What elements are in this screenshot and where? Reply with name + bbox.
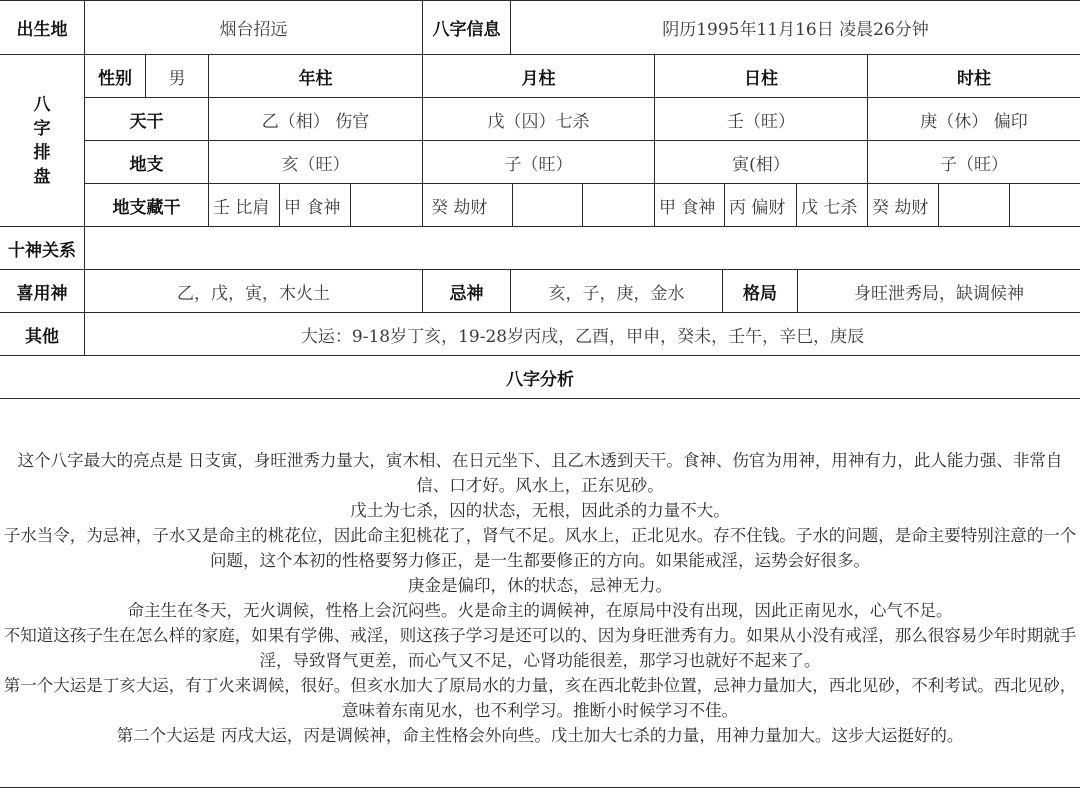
tiangan-year: 乙（相） 伤官: [261, 111, 370, 132]
pillar-month-header: 月柱: [521, 68, 556, 89]
xiyongshen-label: 喜用神: [16, 283, 68, 304]
geju-value: 身旺泄秀局，缺调候神: [854, 283, 1024, 304]
bazi-chart-side-label: [0, 55, 84, 226]
tiangan-day: 壬（旺）: [727, 111, 795, 132]
analysis-paragraph: 命主生在冬天，无火调候，性格上会沉闷些。火是命主的调候神，在原局中没有出现，因此正南见水，心气不足。: [127, 601, 953, 620]
dizhi-year: 亥（旺）: [281, 154, 350, 175]
canggan-month-2: [513, 184, 582, 226]
birthplace-label: 出生地: [16, 19, 68, 40]
side-char: 字: [33, 118, 51, 139]
analysis-paragraph: 这个八字最大的亮点是 日支寅，身旺泄秀力量大，寅木相、在日元坐下、且乙木透到天干。食神、伤官为用神，用神有力，此人能力强、非常自信、口才好。风水上，正东见砂。: [17, 451, 1063, 495]
canggan-hour-3: [1010, 184, 1080, 226]
canggan-month-1: 癸 劫财: [431, 197, 488, 218]
dizhi-label: 地支: [129, 154, 164, 175]
row-border: [0, 398, 1080, 399]
canggan-label: 地支藏干: [112, 197, 181, 218]
analysis-paragraph: 庚金是偏印，休的状态，忌神无力。: [408, 576, 672, 595]
side-char: 盘: [33, 166, 51, 187]
analysis-body: [0, 448, 1080, 748]
analysis-paragraph: 不知道这孩子生在怎么样的家庭，如果有学佛、戒淫，则这孩子学习是还可以的、因为身旺泄秀有力。如果从小没有戒淫，那么很容易少年时期就手淫，导致肾气更差，而心气又不足，心肾功能很差，那学习也就好不起来了。: [3, 626, 1077, 670]
canggan-month-3: [583, 184, 654, 226]
canggan-year-1: 壬 比肩: [213, 197, 270, 218]
geju-label: 格局: [743, 283, 777, 304]
gender-value: 男: [168, 68, 186, 89]
other-label: 其他: [25, 326, 59, 347]
analysis-paragraph: 子水当令，为忌神，子水又是命主的桃花位，因此命主犯桃花了，肾气不足。风水上，正北见水。存不住钱。子水的问题，是命主要特别注意的一个问题，这个本初的性格要努力修正，是一生都要修正的方向。如果能戒淫，运势会好很多。: [3, 526, 1077, 570]
canggan-hour-1: 癸 劫财: [872, 197, 929, 218]
row-border: [0, 226, 1080, 227]
jishen-value: 亥，子，庚，金水: [548, 283, 685, 304]
gender-label: 性别: [98, 68, 132, 89]
canggan-hour-2: [939, 184, 1009, 226]
dizhi-day: 寅(相）: [732, 154, 790, 175]
jishen-label: 忌神: [449, 283, 484, 304]
canggan-day-2: 丙 偏财: [729, 197, 786, 218]
pillar-hour-header: 时柱: [957, 68, 991, 89]
other-value: 大运：9-18岁丁亥，19-28岁丙戌，乙酉，甲申，癸未，壬午，辛巳，庚辰: [300, 326, 865, 347]
canggan-year-2: 甲 食神: [284, 197, 341, 218]
analysis-paragraph: 第二个大运是 丙戌大运，丙是调候神，命主性格会外向些。戊土加大七杀的力量，用神力量加大。这步大运挺好的。: [116, 726, 964, 745]
birthplace-value: 烟台招远: [219, 19, 288, 40]
bazi-info-value: 阴历1995年11月16日 凌晨26分钟: [662, 19, 929, 40]
tiangan-label: 天干: [129, 111, 164, 132]
analysis-paragraph: 第一个大运是丁亥大运，有丁火来调候，很好。但亥水加大了原局水的力量，亥在西北乾卦位置，忌神力量加大，西北见砂，不利考试。西北见砂，意味着东南见水，也不利学习。推断小时候学习不佳。: [3, 676, 1077, 720]
pillar-day-header: 日柱: [744, 68, 778, 89]
analysis-paragraph: 戊土为七杀，囚的状态，无根，因此杀的力量不大。: [350, 501, 730, 520]
row-border: [0, 787, 1080, 788]
xiyongshen-value: 乙，戊，寅，木火土: [177, 283, 330, 304]
pillar-year-header: 年柱: [298, 68, 333, 89]
canggan-day-1: 甲 食神: [659, 197, 716, 218]
bazi-info-label: 八字信息: [432, 19, 501, 40]
dizhi-hour: 子（旺）: [940, 154, 1008, 175]
tiangan-month: 戊（囚）七杀: [487, 111, 590, 132]
canggan-year-3: [351, 184, 422, 226]
side-char: 八: [33, 94, 51, 115]
canggan-day-3: 戊 七杀: [801, 197, 858, 218]
tiangan-hour: 庚（休） 偏印: [920, 111, 1028, 132]
shishen-label: 十神关系: [8, 240, 76, 261]
dizhi-month: 子（旺）: [504, 154, 573, 175]
analysis-title: 八字分析: [506, 369, 574, 390]
side-char: 排: [33, 142, 51, 163]
